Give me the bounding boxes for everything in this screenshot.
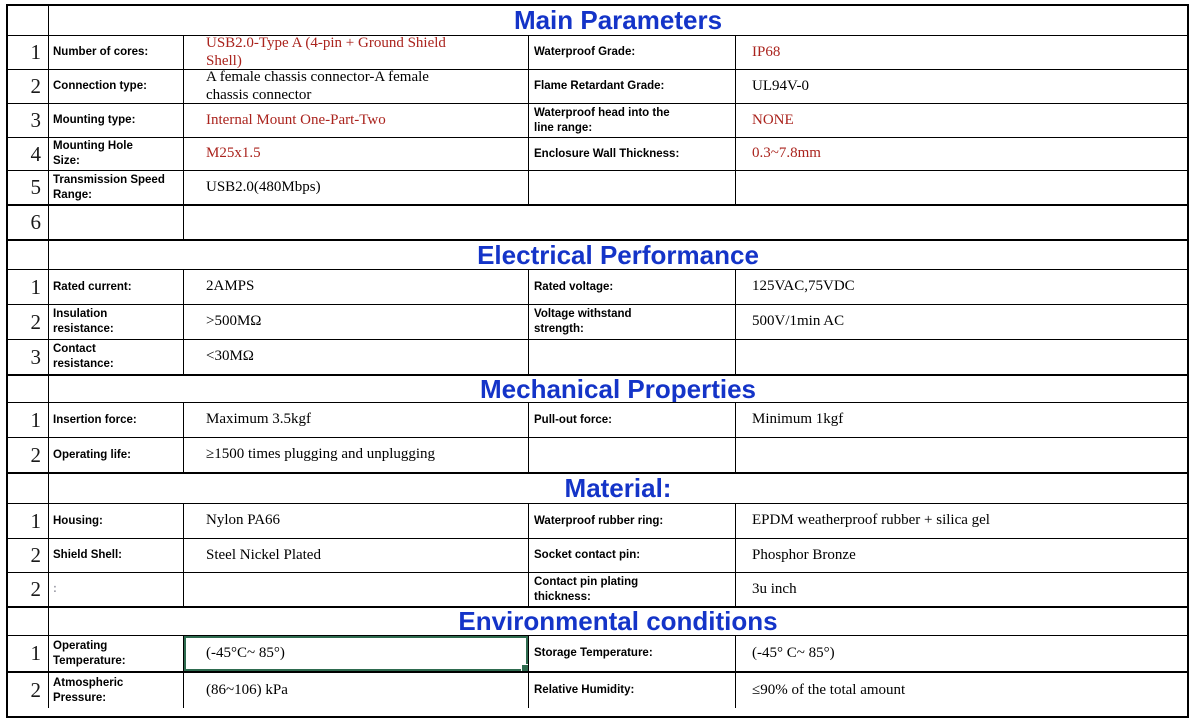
row-number-cell[interactable] — [8, 636, 49, 671]
row-number-cell[interactable] — [8, 504, 49, 538]
param-label-cell[interactable] — [529, 104, 736, 137]
row-number: 2 — [30, 442, 41, 467]
table-row — [8, 138, 1187, 171]
row-number: 1 — [30, 641, 41, 665]
section-title-row — [8, 472, 1187, 504]
param-label: Waterproof Grade: — [534, 46, 636, 59]
table-row — [8, 403, 1187, 438]
param-value-cell[interactable] — [736, 504, 1187, 538]
param-value-cell[interactable] — [184, 504, 529, 538]
param-label-cell[interactable] — [529, 504, 736, 538]
row-number-cell[interactable] — [8, 70, 49, 103]
param-label-cell[interactable] — [49, 539, 184, 572]
param-value: 2AMPS — [206, 278, 255, 295]
param-label-cell[interactable] — [529, 539, 736, 572]
param-label: Flame Retardant Grade: — [534, 80, 665, 93]
param-label-cell[interactable] — [529, 673, 736, 708]
param-label-cell[interactable] — [49, 138, 184, 170]
param-label-cell[interactable] — [529, 305, 736, 339]
param-label: Insulation resistance: — [53, 308, 114, 335]
param-value-cell[interactable] — [184, 438, 529, 472]
table-row — [8, 504, 1187, 539]
section-title-row — [8, 606, 1187, 636]
param-value-cell[interactable] — [736, 539, 1187, 572]
param-value-cell[interactable] — [736, 270, 1187, 304]
param-label-cell[interactable] — [49, 70, 184, 103]
row-number-cell[interactable] — [8, 270, 49, 304]
table-row — [8, 573, 1187, 606]
param-value: (86~106) kPa — [206, 681, 288, 698]
section-title-text: Material: — [564, 474, 672, 503]
param-value: Internal Mount One-Part-Two — [206, 111, 386, 128]
section-title-text: Environmental conditions — [458, 608, 778, 635]
param-value: USB2.0-Type A (4-pin + Ground Shield Shell) — [206, 36, 446, 69]
param-label: Housing: — [53, 514, 103, 527]
param-label: Atmospheric Pressure: — [53, 676, 124, 704]
param-label-cell[interactable] — [49, 270, 184, 304]
param-label-cell[interactable] — [49, 305, 184, 339]
param-value-cell[interactable] — [736, 70, 1187, 103]
row-number: 3 — [30, 108, 41, 132]
param-value-cell[interactable] — [184, 70, 529, 103]
param-value: Maximum 3.5kgf — [206, 411, 311, 428]
row-number-cell-empty[interactable] — [8, 376, 49, 402]
section-title-text: Electrical Performance — [477, 241, 759, 269]
param-label-cell[interactable] — [529, 403, 736, 437]
row-number: 4 — [30, 141, 41, 166]
param-value-cell[interactable] — [736, 171, 1187, 204]
param-label: Operating Temperature: — [53, 639, 126, 667]
param-label: Insertion force: — [53, 413, 137, 426]
param-value: 0.3~7.8mm — [752, 145, 821, 162]
param-label: : — [53, 583, 57, 596]
row-number-cell[interactable] — [8, 539, 49, 572]
table-row — [8, 539, 1187, 573]
param-label-cell[interactable] — [49, 636, 184, 671]
param-label-cell[interactable] — [529, 636, 736, 671]
param-label-cell[interactable] — [49, 573, 184, 606]
param-label: Contact pin plating thickness: — [534, 575, 639, 603]
param-value-cell[interactable] — [736, 340, 1187, 374]
param-value-cell[interactable] — [736, 138, 1187, 170]
row-number-cell[interactable] — [8, 673, 49, 708]
param-label: Shield Shell: — [53, 549, 123, 562]
section-title-row — [8, 374, 1187, 403]
row-number: 5 — [30, 175, 41, 199]
table-row — [8, 340, 1187, 374]
param-value-cell[interactable] — [184, 573, 529, 606]
param-value-cell[interactable] — [184, 539, 529, 572]
spec-table — [6, 4, 1189, 718]
param-value: >500MΩ — [206, 313, 262, 330]
param-label: Rated current: — [53, 280, 132, 293]
param-value-cell[interactable] — [184, 403, 529, 437]
param-label-cell[interactable] — [49, 36, 184, 69]
row-number: 1 — [30, 407, 41, 432]
param-label: Storage Temperature: — [534, 647, 653, 660]
param-label: Contact resistance: — [53, 343, 114, 370]
param-label: Transmission Speed Range: — [53, 173, 165, 201]
param-value: <30MΩ — [206, 348, 254, 365]
table-row — [8, 171, 1187, 206]
param-value: USB2.0(480Mbps) — [206, 178, 321, 195]
param-label-cell[interactable] — [49, 403, 184, 437]
param-label: Mounting Hole Size: — [53, 140, 133, 167]
param-value: M25x1.5 — [206, 145, 261, 162]
row-number: 3 — [30, 344, 41, 369]
selection-handle[interactable] — [521, 664, 528, 671]
param-value-cell[interactable] — [736, 305, 1187, 339]
table-row — [8, 36, 1187, 70]
row-number: 2 — [30, 309, 41, 334]
param-value-cell[interactable] — [184, 305, 529, 339]
param-label: Relative Humidity: — [534, 684, 635, 697]
param-label-cell[interactable] — [49, 340, 184, 374]
section-title — [49, 6, 1187, 35]
row-number: 1 — [30, 508, 41, 533]
param-value: (-45° C~ 85°) — [752, 644, 835, 661]
param-value-cell[interactable] — [184, 138, 529, 170]
table-row — [8, 636, 1187, 673]
row-number-cell[interactable] — [8, 340, 49, 374]
param-value: IP68 — [752, 43, 781, 60]
param-label: Connection type: — [53, 80, 147, 93]
table-row — [8, 438, 1187, 472]
row-number: 1 — [30, 40, 41, 64]
param-value: UL94V-0 — [752, 77, 809, 94]
param-label-cell[interactable] — [49, 504, 184, 538]
row-number-cell[interactable] — [8, 206, 49, 239]
row-number: 2 — [30, 74, 41, 98]
param-label-cell[interactable] — [529, 573, 736, 606]
param-value-cell[interactable] — [736, 36, 1187, 69]
param-label-cell[interactable] — [529, 171, 736, 204]
param-value: Minimum 1kgf — [752, 411, 844, 428]
param-value: A female chassis connector-A female chassis connector — [206, 70, 429, 103]
row-number-cell-empty[interactable] — [8, 241, 49, 269]
table-row — [8, 673, 1187, 708]
param-value: (-45°C~ 85°) — [206, 644, 285, 661]
table-row — [8, 305, 1187, 340]
param-label-cell[interactable] — [529, 70, 736, 103]
param-value: 500V/1min AC — [752, 313, 845, 330]
row-number-cell[interactable] — [8, 171, 49, 204]
section-title — [49, 241, 1187, 269]
param-value-cell[interactable] — [736, 636, 1187, 671]
param-label-cell[interactable] — [49, 104, 184, 137]
row-number: 2 — [30, 543, 41, 567]
table-row — [8, 70, 1187, 104]
param-value-cell[interactable] — [736, 573, 1187, 606]
row-number-cell[interactable] — [8, 138, 49, 170]
section-title-row — [8, 239, 1187, 270]
param-value: 125VAC,75VDC — [752, 278, 855, 295]
param-label-cell[interactable] — [529, 138, 736, 170]
row-number-cell[interactable] — [8, 305, 49, 339]
param-value: Steel Nickel Plated — [206, 546, 321, 563]
row-number-cell[interactable] — [8, 36, 49, 69]
param-value-cell[interactable] — [184, 270, 529, 304]
table-row — [8, 270, 1187, 305]
param-value: ≤90% of the total amount — [752, 681, 906, 698]
param-value-cell[interactable] — [736, 403, 1187, 437]
param-value: 3u inch — [752, 580, 797, 597]
param-label-cell[interactable] — [49, 438, 184, 472]
section-title-row — [8, 6, 1187, 36]
section-title-text: Main Parameters — [513, 6, 723, 35]
param-value-cell[interactable] — [184, 340, 529, 374]
table-row — [8, 206, 1187, 239]
param-value: Phosphor Bronze — [752, 546, 856, 563]
row-number: 2 — [30, 577, 41, 601]
param-label: Operating life: — [53, 448, 131, 461]
param-label-cell[interactable] — [529, 340, 736, 374]
param-value-cell[interactable] — [736, 104, 1187, 137]
param-label: Mounting type: — [53, 114, 136, 127]
row-number: 2 — [30, 678, 41, 702]
param-value-cell[interactable] — [184, 636, 529, 671]
section-title-text: Mechanical Properties — [480, 376, 756, 402]
param-label: Waterproof rubber ring: — [534, 514, 664, 527]
row-number-cell[interactable] — [8, 573, 49, 606]
param-value: EPDM weatherproof rubber + silica gel — [752, 512, 990, 529]
param-label-cell[interactable] — [529, 438, 736, 472]
row-number: 1 — [30, 274, 41, 299]
param-label: Socket contact pin: — [534, 549, 641, 562]
param-label-cell[interactable] — [529, 36, 736, 69]
param-label-cell[interactable] — [49, 171, 184, 204]
param-value: NONE — [752, 111, 794, 128]
section-title — [49, 608, 1187, 635]
row-number-cell-empty[interactable] — [8, 474, 49, 503]
param-label: Voltage withstand strength: — [534, 308, 632, 335]
param-label: Waterproof head into the line range: — [534, 106, 670, 134]
param-label-cell[interactable] — [49, 673, 184, 708]
row-number-cell[interactable] — [8, 104, 49, 137]
row-number-cell-empty[interactable] — [8, 6, 49, 35]
row-number-cell[interactable] — [8, 403, 49, 437]
row-number-cell[interactable] — [8, 438, 49, 472]
param-value-cell[interactable] — [184, 36, 529, 69]
param-label: Pull-out force: — [534, 413, 612, 426]
param-label: Rated voltage: — [534, 280, 614, 293]
param-label-cell[interactable] — [529, 270, 736, 304]
param-value-cell[interactable] — [184, 104, 529, 137]
row-number: 6 — [30, 210, 41, 234]
param-value-cell[interactable] — [736, 438, 1187, 472]
param-value: ≥1500 times plugging and unplugging — [206, 446, 436, 463]
param-value-cell[interactable] — [736, 673, 1187, 708]
table-row — [8, 104, 1187, 138]
row-number-cell-empty[interactable] — [8, 608, 49, 635]
empty-merged-cell[interactable] — [184, 206, 1187, 239]
param-value-cell[interactable] — [184, 673, 529, 708]
param-label-cell[interactable] — [49, 206, 184, 239]
param-value: Nylon PA66 — [206, 512, 281, 529]
param-value-cell[interactable] — [184, 171, 529, 204]
param-label: Number of cores: — [53, 46, 149, 59]
section-title — [49, 376, 1187, 402]
param-label: Enclosure Wall Thickness: — [534, 147, 680, 160]
section-title — [49, 474, 1187, 503]
